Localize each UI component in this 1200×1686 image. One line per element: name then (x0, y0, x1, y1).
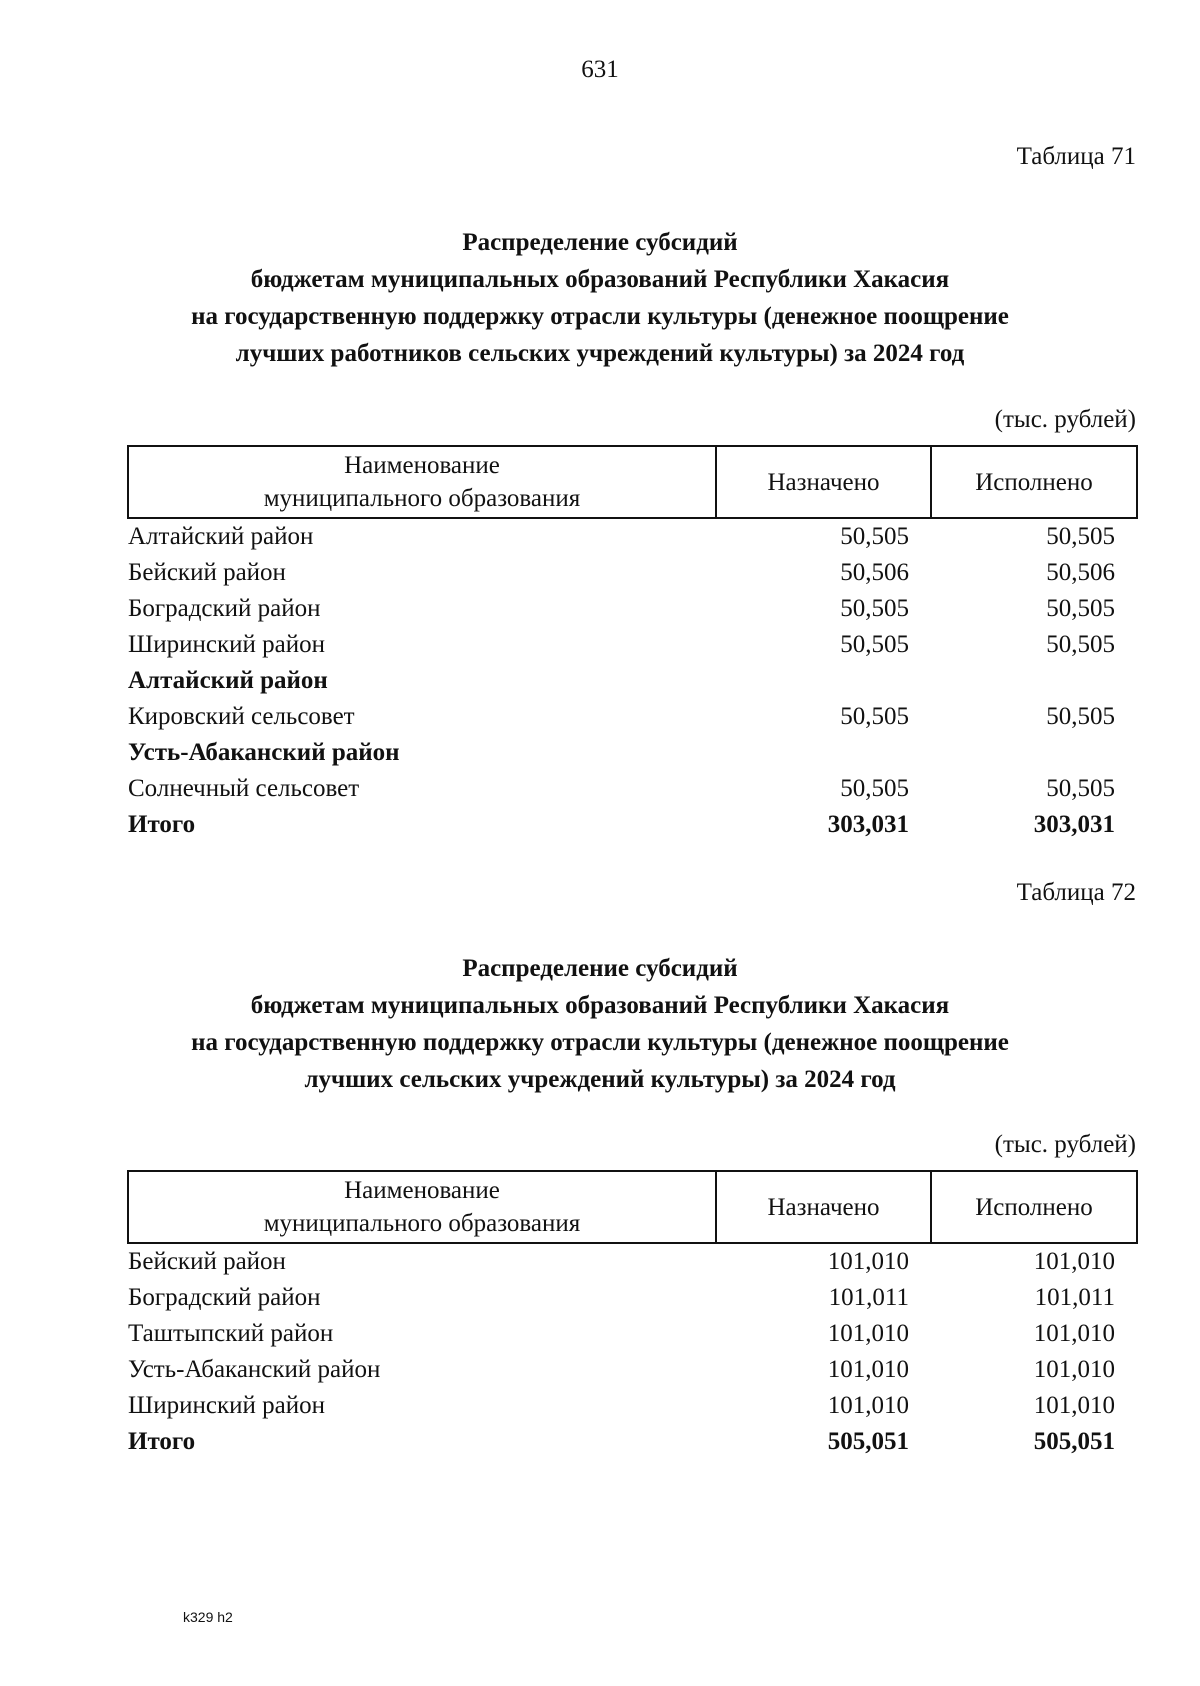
table-row (128, 663, 1137, 699)
cell-executed: 50,505 (1046, 523, 1115, 550)
cell-name: Усть-Абаканский район (128, 739, 400, 766)
cell-assigned: 101,010 (827, 1392, 909, 1419)
cell-assigned: 50,505 (840, 703, 909, 730)
header-name-line2: муниципального образования (263, 1210, 581, 1237)
header-assigned: Назначено (716, 1171, 931, 1243)
cell-assigned: 50,505 (840, 523, 909, 550)
cell-name: Бейский район (128, 1248, 286, 1275)
table-row (128, 555, 1137, 591)
table-72-title-line: бюджетам муниципальных образований Республики Хакасия (250, 992, 950, 1019)
cell-executed: 50,505 (1046, 775, 1115, 802)
cell-assigned (716, 663, 931, 699)
cell-name: Ширинский район (128, 1392, 325, 1419)
cell-name: Таштыпский район (128, 1320, 334, 1347)
cell-executed: 50,505 (1046, 631, 1115, 658)
cell-name: Боградский район (128, 595, 321, 622)
cell-assigned: 101,010 (827, 1320, 909, 1347)
table-row (128, 1424, 1137, 1460)
table-row (128, 771, 1137, 807)
cell-assigned (716, 735, 931, 771)
page-number: 631 (581, 56, 619, 83)
header-name-line1: Наименование (344, 1177, 500, 1204)
cell-name: Солнечный сельсовет (128, 775, 360, 802)
cell-assigned: 50,505 (840, 631, 909, 658)
cell-executed: 101,011 (1034, 1284, 1115, 1311)
cell-executed: 50,506 (1046, 559, 1115, 586)
cell-assigned: 505,051 (827, 1428, 909, 1455)
cell-name: Алтайский район (128, 523, 314, 550)
table-72-unit: (тыс. рублей) (994, 1131, 1136, 1158)
table-row (128, 591, 1137, 627)
table-71-title (0, 224, 1200, 372)
header-executed: Исполнено (931, 446, 1137, 518)
header-assigned: Назначено (716, 446, 931, 518)
table-72-body (128, 1243, 1137, 1460)
cell-assigned: 101,011 (828, 1284, 909, 1311)
header-name (128, 1171, 716, 1243)
table-row (128, 1316, 1137, 1352)
table-72-title-line: лучших сельских учреждений культуры) за 2024 год (304, 1066, 896, 1093)
cell-name: Кировский сельсовет (128, 703, 355, 730)
cell-name: Усть-Абаканский район (128, 1356, 381, 1383)
cell-executed: 303,031 (1033, 811, 1115, 838)
table-72-title (0, 950, 1200, 1098)
header-name-line2: муниципального образования (263, 485, 581, 512)
cell-executed: 101,010 (1033, 1356, 1115, 1383)
cell-assigned: 303,031 (827, 811, 909, 838)
table-72-label: Таблица 72 (1016, 879, 1136, 906)
cell-executed (931, 735, 1137, 771)
table-71-body (128, 518, 1137, 843)
table-72-title-line: на государственную поддержку отрасли культуры (денежное поощрение (191, 1029, 1009, 1056)
table-71-title-line: на государственную поддержку отрасли культуры (денежное поощрение (191, 303, 1009, 330)
table-row (128, 627, 1137, 663)
cell-name: Алтайский район (128, 667, 328, 694)
table-row (128, 1388, 1137, 1424)
cell-executed: 50,505 (1046, 595, 1115, 622)
cell-executed (931, 663, 1137, 699)
cell-name: Ширинский район (128, 631, 325, 658)
footer-code: k329 h2 (183, 1609, 233, 1625)
cell-executed: 505,051 (1033, 1428, 1115, 1455)
table-row (128, 699, 1137, 735)
cell-assigned: 50,506 (840, 559, 909, 586)
table-72 (127, 1170, 1138, 1460)
cell-executed: 101,010 (1033, 1320, 1115, 1347)
table-row (128, 518, 1137, 555)
cell-name: Итого (128, 1428, 196, 1455)
cell-name: Боградский район (128, 1284, 321, 1311)
table-header-row (128, 446, 1137, 518)
header-executed: Исполнено (931, 1171, 1137, 1243)
table-row (128, 735, 1137, 771)
table-71-label: Таблица 71 (1016, 143, 1136, 170)
cell-name: Итого (128, 811, 196, 838)
cell-assigned: 101,010 (827, 1356, 909, 1383)
cell-executed: 101,010 (1033, 1248, 1115, 1275)
table-71-unit: (тыс. рублей) (994, 406, 1136, 433)
cell-executed: 101,010 (1033, 1392, 1115, 1419)
table-71 (127, 445, 1138, 843)
table-row (128, 807, 1137, 843)
cell-executed: 50,505 (1046, 703, 1115, 730)
header-name-line1: Наименование (344, 452, 500, 479)
table-row (128, 1352, 1137, 1388)
header-name (128, 446, 716, 518)
cell-assigned: 50,505 (840, 595, 909, 622)
cell-assigned: 50,505 (840, 775, 909, 802)
table-71-title-line: бюджетам муниципальных образований Республики Хакасия (250, 266, 950, 293)
cell-name: Бейский район (128, 559, 286, 586)
table-71-title-line: лучших работников сельских учреждений культуры) за 2024 год (235, 340, 965, 367)
table-72-title-line: Распределение субсидий (462, 955, 738, 982)
table-row (128, 1243, 1137, 1280)
table-71-title-line: Распределение субсидий (462, 229, 738, 256)
table-row (128, 1280, 1137, 1316)
table-header-row (128, 1171, 1137, 1243)
cell-assigned: 101,010 (827, 1248, 909, 1275)
